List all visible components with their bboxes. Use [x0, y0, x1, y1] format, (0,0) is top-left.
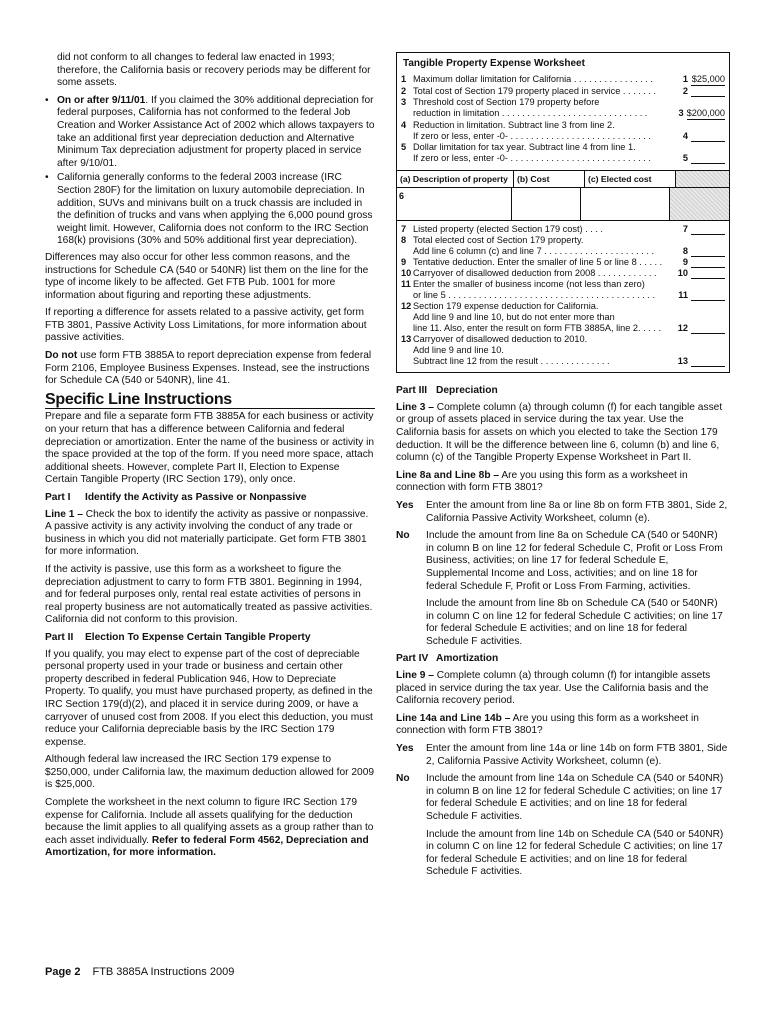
answer-field[interactable] [691, 87, 725, 97]
worksheet-line-number: 11 [401, 279, 411, 290]
answer-line-number: 5 [682, 152, 688, 163]
bullet-text: California generally conforms to the federal 2003 increase (IRC Section 280F) for the limitation on luxury automobile depreciation. In addition, SUVs and minivans built on a truck chassis are included in the definition of trucks and vans when applying the 6,000 pound gross weight limit. However, California does not conform to the IRC Section 168(k) provisions (30% and 50% additional first year depreciation). [57, 172, 373, 247]
worksheet-line-text: Threshold cost of Section 179 property before [413, 96, 600, 107]
worksheet-line [401, 246, 725, 257]
complete-paragraph [45, 797, 375, 860]
answer-line-number: 12 [677, 323, 688, 334]
part1-label: Part I [45, 492, 71, 503]
worksheet-line [401, 323, 725, 334]
answer-field[interactable] [691, 258, 725, 268]
passive-paragraph: If reporting a difference for assets related to a passive activity, get form FTB 3801, Passive Activity Loss Limitations, for more information about passive activities. [45, 307, 367, 344]
worksheet-line [401, 97, 725, 108]
col-c-header: (c) Elected cost [585, 171, 676, 188]
no-text-2: Include the amount from line 8b on Schedule CA (540 or 540NR) in column C on line 12 for federal Schedule C activities; on line 17 for federal Schedule E activities; and on line 18 for federal Schedule F activities. [426, 598, 723, 647]
qualify-paragraph: If you qualify, you may elect to expense part of the cost of depreciable personal property used in your trade or business and certain other property described in federal Publication 946, How to Depreciate Property. To qualify, you must have purchased property, as defined in the IRC Section 179(d)(2), and placed it in service during 2009, or have a carryover of unused cost from 2008. If you elect this deduction, you must reduce your California depreciable basis by the IRC Section 179 expense. [45, 648, 373, 748]
worksheet-line-number: 5 [401, 141, 407, 152]
part4-title: Amortization [436, 653, 499, 665]
line9-lead: Line 9 – [396, 670, 434, 682]
answer-line-number: 4 [682, 130, 688, 141]
worksheet-line-text: Dollar limitation for tax year. Subtract line 4 from line 1. [413, 141, 636, 152]
no-text-4: Include the amount from line 14b on Schedule CA (540 or 540NR) in column C on line 12 for federal Schedule C activities; on line 17 for federal Schedule E activities; and on line 18 for federal Schedule F activities. [426, 828, 724, 878]
col-b-header: (b) Cost [514, 171, 585, 188]
worksheet-line-answer [669, 224, 725, 235]
worksheet-line [401, 131, 725, 142]
bullet-item [45, 172, 375, 248]
answer-line-number: 13 [677, 356, 688, 367]
worksheet-line-number [401, 290, 413, 301]
part1-heading [45, 492, 375, 505]
worksheet-line-text: reduction in limitation . . . . . . . . . . . . . . . . . . . . . . . . . . . . . [413, 107, 648, 118]
worksheet-line [401, 224, 725, 235]
ifpassive-paragraph: If the activity is passive, use this form as a worksheet to figure the depreciation adjustment to carry to form FTB 3801. Beginning in 1994, and for federal purposes only, rental real estate activities of persons in real property business are not automatically treated as passive activities. California did not conform to this provision. [45, 563, 373, 626]
worksheet-line-number: 1 [401, 73, 407, 84]
worksheet-line-text: Maximum dollar limitation for California . . . . . . . . . . . . . . . . [413, 73, 653, 84]
answer-field[interactable]: $200,000 [686, 107, 725, 118]
line6-cell-c[interactable] [581, 188, 670, 220]
yes-label: Yes [396, 499, 414, 511]
line3-text: Complete column (a) through column (f) for each tangible asset or group of assets placed in service during the tax year. Use the California basis for assets on which you elected to take the Section 179 deduction. It will be the difference between line 6, column (b) and line 6, column (c) of the Tangible Property Expense Worksheet in Part II. [396, 401, 723, 464]
although-paragraph: Although federal law increased the IRC Section 179 expense to $250,000, under California law, the maximum deduction allowed for 2009 is $25,000. [45, 754, 375, 791]
worksheet-line-text: Reduction in limitation. Subtract line 3 from line 2. [413, 119, 615, 130]
worksheet-line-number [401, 323, 413, 334]
answer-field[interactable] [691, 132, 725, 142]
part1-title: Identify the Activity as Passive or Nonpassive [85, 492, 307, 503]
shaded-cell [670, 188, 729, 220]
specific-line-instructions-heading: Specific Line Instructions [45, 394, 375, 410]
complete-text: Complete the worksheet in the next column to figure IRC Section 179 expense for California. Include all assets qualifying for the deduction because the limit applies to all qualifying assets as a group rather than to each asset individually. [45, 797, 374, 846]
donot-lead: Do not [45, 350, 78, 362]
worksheet-line-text: or line 5 . . . . . . . . . . . . . . . . . . . . . . . . . . . . . . . . . . . . . . . . . [413, 290, 655, 301]
worksheet-line-text: Carryover of disallowed deduction from 2008 . . . . . . . . . . . . [413, 268, 657, 279]
answer-line-number: 2 [682, 85, 688, 96]
bullet-list [45, 95, 375, 248]
footer-title: FTB 3885A Instructions 2009 [92, 966, 235, 978]
part2-heading [45, 632, 375, 645]
worksheet-line-text: Total cost of Section 179 property placed in service . . . . . . . [413, 85, 657, 96]
worksheet-line-number: 3 [401, 96, 407, 107]
worksheet-line [401, 108, 725, 120]
worksheet-line-number: 4 [401, 119, 407, 130]
worksheet-line-number [401, 131, 413, 142]
worksheet-line [401, 279, 725, 290]
left-column [45, 52, 375, 865]
no-answer-2 [396, 773, 728, 879]
bullet-text: . If you claimed the 30% additional depreciation for federal purposes, California has not conformed to the federal Job Creation and Worker Assistance Act of 2002 which allows taxpayers to take an additional first year depreciation deduction and Alternative Minimum Tax depreciation adjustment for property placed in service after 9/10/01. [57, 94, 375, 169]
page-number: Page 2 [45, 966, 81, 978]
part3-heading [396, 385, 728, 398]
line1-paragraph [45, 509, 375, 559]
worksheet-line-number: 7 [401, 224, 407, 235]
line9-text: Complete column (a) through column (f) for intangible assets placed in service during the tax year. Use the California basis and the California recovery period. [396, 670, 711, 707]
part4-label: Part IV [396, 653, 429, 665]
worksheet-line-number [401, 356, 413, 367]
line3-paragraph [396, 402, 728, 465]
answer-field[interactable] [691, 357, 725, 367]
answer-line-number: 11 [678, 290, 688, 301]
answer-field[interactable] [691, 324, 725, 334]
yes-text-2: Enter the amount from line 14a or line 14b on form FTB 3801, Side 2, California Passive Activity Worksheet, column (e). [426, 743, 728, 767]
worksheet-line-text: Add line 9 and line 10. [413, 345, 504, 356]
worksheet-line [401, 86, 725, 97]
worksheet-line-number: 2 [401, 85, 407, 96]
worksheet-lines-1-5 [397, 74, 729, 166]
worksheet-line-number [401, 108, 413, 120]
right-column [396, 52, 728, 884]
line6-number: 6 [399, 191, 405, 202]
no-texts [426, 530, 728, 648]
intro-paragraph: did not conform to all changes to federal law enacted in 1993; therefore, the California basis or recovery periods may be different for some assets. [57, 52, 371, 89]
part3-title: Depreciation [436, 385, 498, 397]
no-texts-2 [426, 773, 728, 879]
worksheet-line-answer [669, 257, 725, 268]
answer-line-number: 7 [682, 224, 688, 235]
worksheet-line6-row [397, 188, 729, 221]
worksheet-line-number: 10 [401, 268, 412, 279]
worksheet-line-text: If zero or less, enter -0- . . . . . . . . . . . . . . . . . . . . . . . . . . . . [413, 152, 651, 163]
worksheet-line [401, 268, 725, 279]
worksheet-line [401, 142, 725, 153]
worksheet-line [401, 235, 725, 246]
worksheet-line-answer [669, 108, 725, 120]
worksheet-line-answer [669, 290, 725, 301]
no-label-2: No [396, 773, 410, 785]
worksheet-line [401, 290, 725, 301]
line3-lead: Line 3 – [396, 401, 434, 413]
differences-paragraph: Differences may also occur for other less common reasons, and the instructions for Schedule CA (540 or 540NR) list them on the line for the type of income likely to be affected. Get FTB Pub. 1001 for more information about figuring and reporting these adjustments. [45, 251, 369, 301]
worksheet-line-number: 9 [401, 257, 407, 268]
yes-answer [396, 500, 728, 525]
worksheet-line-text: Add line 9 and line 10, but do not enter more than [413, 312, 615, 323]
worksheet-line-text: Add line 6 column (c) and line 7 . . . . . . . . . . . . . . . . . . . . . . [413, 246, 655, 257]
page-footer [45, 966, 234, 978]
line8-text: Are you using this form as a worksheet in connection with form FTB 3801? [396, 469, 688, 494]
line9-paragraph [396, 670, 728, 708]
part2-label: Part II [45, 631, 74, 643]
worksheet-line [401, 345, 725, 356]
line6-cell-a[interactable] [397, 188, 512, 220]
line1-lead: Line 1 – [45, 508, 83, 520]
line1-text: Check the box to identify the activity as passive or nonpassive. A passive activity is any activity involving the conduct of any trade or business in which you did not materially participate. Get form FTB 3801 for more information. [45, 508, 369, 558]
answer-field[interactable] [691, 269, 725, 279]
answer-field[interactable] [691, 225, 725, 235]
worksheet-line-answer [669, 356, 725, 367]
line14-lead: Line 14a and Line 14b – [396, 712, 511, 724]
worksheet-line [401, 334, 725, 345]
col-a-header: (a) Description of property [397, 171, 514, 188]
prepare-paragraph: Prepare and file a separate form FTB 3885A for each business or activity on your return that has a difference between California and federal depreciation or amortization. Enter the name of the business or activity in the space provided at the top of the form. If you need more space, attach additional sheets. However, complete Part II, Election to Expense Certain Tangible Property (IRC Section 179), only once. [45, 411, 374, 486]
worksheet-line-answer [669, 323, 725, 334]
worksheet-line-text: Total elected cost of Section 179 property. [413, 235, 584, 246]
worksheet-title: Tangible Property Expense Worksheet [403, 58, 585, 69]
answer-line-number: 10 [677, 268, 688, 279]
worksheet-line-text: If zero or less, enter -0- . . . . . . . . . . . . . . . . . . . . . . . . . . . . [413, 130, 651, 141]
worksheet-line-number [401, 153, 413, 164]
worksheet-line-answer [669, 74, 725, 86]
answer-line-number: 8 [682, 246, 688, 257]
worksheet-line [401, 257, 725, 268]
worksheet-line-number [401, 246, 413, 257]
worksheet-line-answer [669, 246, 725, 257]
line14-text: Are you using this form as a worksheet in connection with form FTB 3801? [396, 712, 699, 737]
worksheet-line [401, 120, 725, 131]
worksheet-box [396, 52, 730, 373]
worksheet-line-text: Section 179 expense deduction for California. [413, 301, 599, 312]
worksheet-line [401, 356, 725, 367]
line8-paragraph [396, 470, 728, 495]
worksheet-line-text: Tentative deduction. Enter the smaller of line 5 or line 8 . . . . . [413, 257, 663, 268]
yes-label-2: Yes [396, 743, 414, 755]
answer-field[interactable]: $25,000 [691, 73, 725, 84]
worksheet-line-answer [669, 131, 725, 142]
complete-bold: Refer to federal Form 4562, Depreciation and Amortization, for more information. [45, 834, 369, 859]
worksheet-line-number: 13 [401, 334, 412, 345]
no-text: Include the amount from line 8a on Schedule CA (540 or 540NR) in column B on line 12 for federal Schedule C, Profit or Loss From Business, activities; on line 17 for federal Schedule E, Supplemental Income and Loss, activities; and on line 18 for federal Schedule F, Profit or Loss From Farming, activities. [426, 530, 723, 592]
worksheet-line-text: Enter the smaller of business income (not less than zero) [413, 279, 645, 290]
answer-line-number: 9 [682, 257, 688, 268]
answer-line-number: 3 [678, 107, 684, 118]
answer-line-number: 1 [682, 73, 688, 84]
worksheet-line-number [401, 345, 413, 356]
worksheet-line [401, 74, 725, 86]
bullet-lead: On or after 9/11/01 [57, 94, 146, 106]
no-text-3: Include the amount from line 14a on Schedule CA (540 or 540NR) in column B on line 12 for federal Schedule C activities; on line 17 for federal Schedule E activities; and on line 18 for federal Schedule F activities. [426, 773, 724, 822]
worksheet-lines-7-13 [397, 221, 729, 372]
worksheet-column-headers [397, 170, 729, 189]
yes-text: Enter the amount from line 8a or line 8b on form FTB 3801, Side 2, California Passive Activity Worksheet, column (e). [426, 499, 728, 524]
worksheet-line-text: line 11. Also, enter the result on form FTB 3885A, line 2. . . . . [413, 323, 662, 334]
worksheet-line-number: 8 [401, 235, 407, 246]
bullet-item [45, 95, 375, 171]
shaded-cell [676, 171, 729, 188]
worksheet-line-answer [669, 268, 725, 279]
answer-field[interactable] [691, 247, 725, 257]
no-answer [396, 530, 728, 648]
yes-answer-2 [396, 743, 728, 768]
donot-text: use form FTB 3885A to report depreciation expense from federal Form 2106, Employee Business Expenses. Instead, see the instructions for Schedule CA (540 or 540NR), line 41. [45, 350, 372, 387]
worksheet-line-text: Carryover of disallowed deduction to 2010. [413, 334, 588, 345]
worksheet-line-answer [669, 86, 725, 97]
worksheet-line-number [401, 312, 413, 323]
worksheet-line-text: Subtract line 12 from the result . . . . . . . . . . . . . . [413, 356, 610, 367]
worksheet-line-answer [669, 153, 725, 164]
part3-label: Part III [396, 385, 428, 397]
no-label: No [396, 530, 410, 542]
line14-paragraph [396, 713, 728, 738]
donot-paragraph [45, 350, 375, 388]
line8-lead: Line 8a and Line 8b – [396, 469, 500, 481]
answer-field[interactable] [691, 154, 725, 164]
worksheet-line [401, 312, 725, 323]
worksheet-line [401, 301, 725, 312]
part4-heading [396, 653, 728, 666]
line6-cell-b[interactable] [512, 188, 581, 220]
worksheet-line-text: Listed property (elected Section 179 cost) . . . . [413, 224, 603, 235]
answer-field[interactable] [691, 291, 725, 301]
part2-title: Election To Expense Certain Tangible Property [85, 631, 311, 643]
worksheet-line [401, 153, 725, 164]
worksheet-line-number: 12 [401, 301, 412, 312]
